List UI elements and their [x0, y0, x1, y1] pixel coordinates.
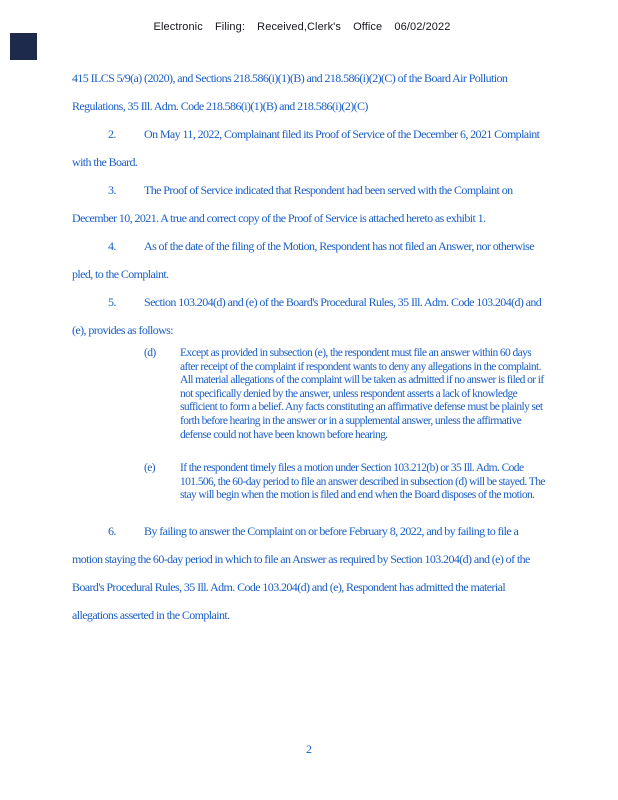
paragraph-4 — [72, 232, 546, 288]
quoted-rule-e-text: If the respondent timely files a motion under Section 103.212(b) or 35 Ill. Adm. Code 101.506, the 60-day period to file an answer described in subsection (d) will be stayed. The stay will begin when the motion is filed and end when the Board disposes of the motion. — [180, 462, 545, 502]
paragraph-2-number: 2. — [108, 127, 116, 141]
intro-paragraph-text: 415 ILCS 5/9(a) (2020), and Sections 218.586(i)(1)(B) and 218.586(i)(2)(C) of the Board Air Pollution Regulations, 35 Ill. Adm. Code 218.586(i)(1)(B) and 218.586(i)(2)(C) — [72, 71, 508, 113]
quoted-rule-d-label: (d) — [144, 347, 156, 359]
page-number: 2 — [306, 742, 312, 756]
paragraph-6-number: 6. — [108, 523, 116, 538]
paragraph-2-text: On May 11, 2022, Complainant filed its Proof of Service of the December 6, 2021 Complaint with the Board. — [72, 127, 540, 169]
paragraph-6-text: By failing to answer the Complaint on or before February 8, 2022, and by failing to file a motion staying the 60-day period in which to file an Answer as required by Section 103.204(d) and (e) of the Board's Procedural Rules, 35 Ill. Adm. Code 103.204(d) and (e), Respondent has admitted the material allegations asserted in the Complaint. — [72, 523, 530, 622]
corner-navy-square — [10, 33, 37, 60]
electronic-filing-stamp: Electronic Filing: Received,Clerk's Office 06/02/2022 — [153, 21, 451, 33]
paragraph-2 — [72, 120, 546, 176]
paragraph-3-text: The Proof of Service indicated that Respondent had been served with the Complaint on December 10, 2021. A true and correct copy of the Proof of Service is attached hereto as exhibit 1. — [72, 183, 513, 225]
paragraph-3-number: 3. — [108, 183, 116, 197]
paragraph-3 — [72, 176, 546, 232]
quoted-rule-d-text: Except as provided in subsection (e), the respondent must file an answer within 60 days after receipt of the complaint if respondent wants to deny any allegations in the complaint. All material allegations of the complaint will be taken as admitted if no answer is filed or if not specifically denied by the answer, unless respondent asserts a lack of knowledge sufficient to form a belief. Any facts constituting an affirmative defense must be plainly set forth before hearing in the answer or in a supplemental answer, unless the affirmative defense could not have been known before hearing. — [180, 347, 544, 441]
quoted-rule-d — [144, 347, 548, 442]
paragraph-5-number: 5. — [108, 295, 116, 309]
quoted-rule-e-label: (e) — [144, 462, 155, 475]
paragraph-4-number: 4. — [108, 239, 116, 253]
quoted-rule-e — [144, 462, 548, 503]
paragraph-4-text: As of the date of the filing of the Motion, Respondent has not filed an Answer, nor otherwise pled, to the Complaint. — [72, 239, 534, 281]
paragraph-5 — [72, 288, 546, 344]
document-body — [72, 64, 546, 629]
paragraph-5-text: Section 103.204(d) and (e) of the Board's Procedural Rules, 35 Ill. Adm. Code 103.204(d) and (e), provides as follows: — [72, 295, 542, 337]
intro-paragraph — [72, 64, 546, 120]
paragraph-6 — [72, 517, 546, 629]
